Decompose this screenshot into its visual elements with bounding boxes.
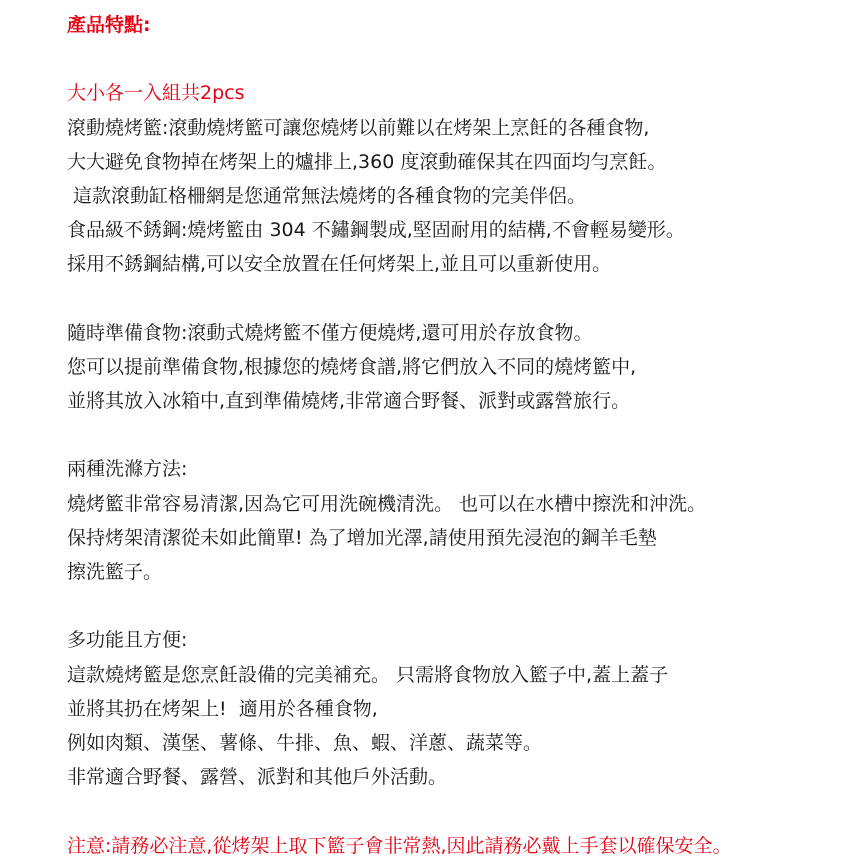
text-line: 滾動燒烤籃:滾動燒烤籃可讓您燒烤以前難以在烤架上烹飪的各種食物, (67, 116, 650, 139)
text-line: 擦洗籃子。 (67, 561, 163, 583)
text-line: 並將其放入冰箱中,直到準備燒烤,非常適合野餐、派對或露營旅行。 (67, 390, 631, 413)
product-description (67, 8, 862, 863)
section-heading: 兩種洗滌方法: (67, 458, 188, 481)
text-line: 並將其扔在烤架上! 適用於各種食物, (67, 697, 378, 720)
spacer (67, 42, 862, 76)
text-line: 這款燒烤籃是您烹飪設備的完美補充。 只需將食物放入籃子中,蓋上蓋子 (67, 663, 669, 686)
spacer (67, 418, 862, 452)
text-line: 非常適合野餐、露營、派對和其他戶外活動。 (67, 766, 448, 789)
spacer (67, 282, 862, 316)
text-line: 燒烤籃非常容易清潔,因為它可用洗碗機清洗。 也可以在水槽中擦洗和沖洗。 (67, 492, 707, 515)
section-heading: 多功能且方便: (67, 629, 188, 652)
text-line: 例如肉類、漢堡、薯條、牛排、魚、蝦、洋蔥、蔬菜等。 (67, 731, 543, 754)
text-line: 您可以提前準備食物,根據您的燒烤食譜,將它們放入不同的燒烤籃中, (67, 355, 637, 378)
text-line: 食品級不銹鋼:燒烤籃由 304 不鏽鋼製成,堅固耐用的結構,不會輕易變形。 (67, 219, 685, 242)
text-line: 採用不銹鋼結構,可以安全放置在任何烤架上,並且可以重新使用。 (67, 253, 612, 276)
text-line: 大大避免食物掉在烤架上的爐排上,360 度滾動確保其在四面均勻烹飪。 (67, 150, 667, 173)
spacer (67, 794, 862, 828)
text-line: 隨時準備食物:滾動式燒烤籃不僅方便燒烤,還可用於存放食物。 (67, 321, 593, 344)
safety-notice: 注意:請務必注意,從烤架上取下籃子會非常熱,因此請務必戴上手套以確保安全。 (67, 834, 732, 857)
text-line: 這款滾動缸格柵網是您通常無法燒烤的各種食物的完美伴侶。 (67, 184, 587, 207)
quantity-highlight: 大小各一入組共2pcs (67, 82, 245, 105)
text-line: 保持烤架清潔從未如此簡單! 為了增加光澤,請使用預先浸泡的鋼羊毛墊 (67, 526, 657, 549)
page-title: 產品特點: (67, 14, 151, 36)
spacer (67, 589, 862, 623)
